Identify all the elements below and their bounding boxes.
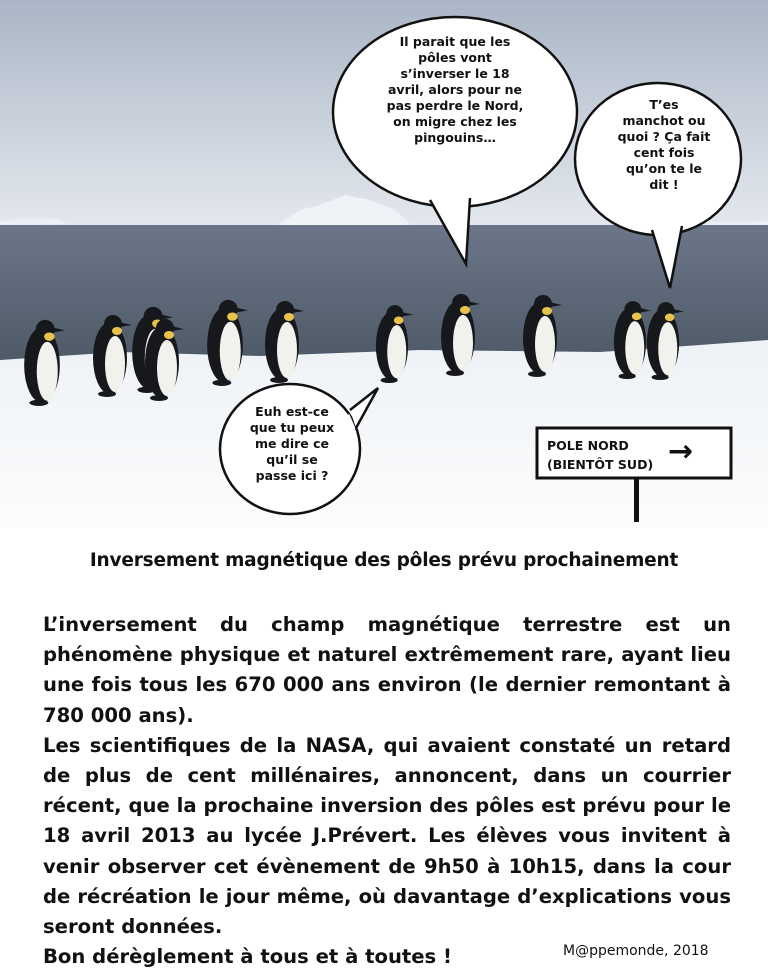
article-paragraph-2: Les scientifiques de la NASA, qui avaient constaté un retard de plus de cent millénaires, annoncent, dans un courrier récent, que la prochaine inversion des pôles est prévu pour le 18 avril 2013 au lycée J.Prévert. Les élèves vous invitent à venir observer cet évènement de 9h50 à 10h15, dans la cour de récréation le jour même, où davantage d’explications vous seront données. — [43, 733, 731, 939]
speech-bubble-right-text: T’es manchot ou quoi ? Ça fait cent fois qu’on te le dit ! — [617, 97, 711, 192]
credit-line: M@ppemonde, 2018 — [563, 943, 709, 959]
article-headline: Inversement magnétique des pôles prévu prochainement — [89, 550, 679, 571]
article-paragraph-1: L’inversement du champ magnétique terrestre est un phénomène physique et naturel extrêmement rare, ayant lieu une fois tous les 670 000 ans environ (le dernier remontant à 780 000 ans). — [43, 613, 731, 727]
sign-label: POLE NORD (BIENTÔT SUD) — [547, 438, 654, 473]
article-body — [43, 610, 731, 972]
speech-bubble-left-text: Euh est-ce que tu peux me dire ce qu’il se passe ici ? — [249, 404, 335, 483]
speech-bubble-center-text: Il parait que les pôles vont s’inverser le 18 avril, alors pour ne pas perdre le Nord, on migre chez les pingouins… — [386, 34, 524, 145]
arrow-right-icon: → — [668, 434, 694, 469]
article-paragraph-3: Bon dérèglement à tous et à toutes ! — [43, 945, 452, 969]
